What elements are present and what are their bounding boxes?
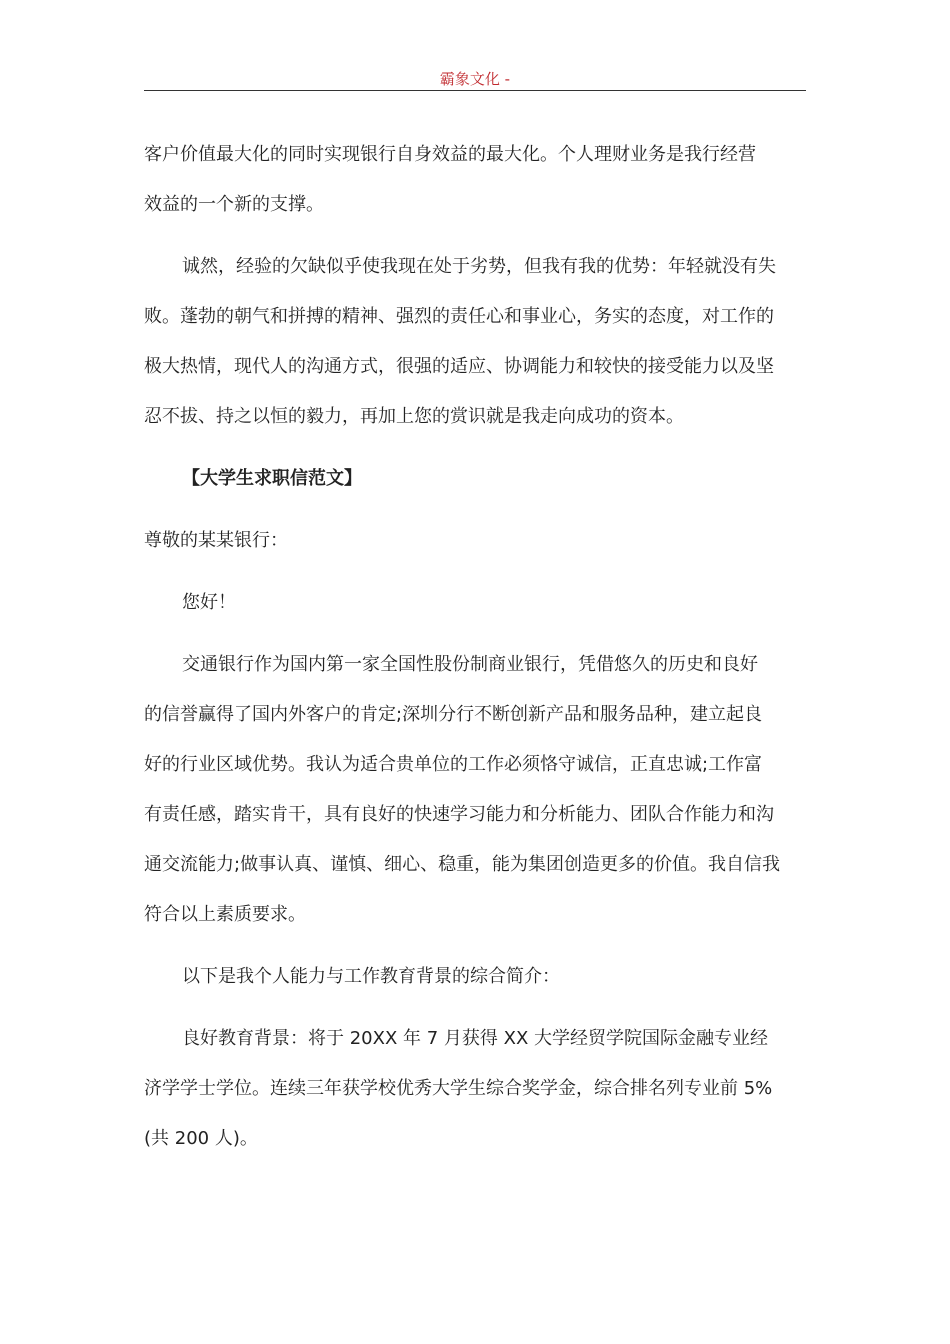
- paragraph-line: 极大热情，现代人的沟通方式，很强的适应、协调能力和较快的接受能力以及坚: [144, 356, 774, 377]
- paragraph-line: 客户价值最大化的同时实现银行自身效益的最大化。个人理财业务是我行经营: [144, 144, 756, 165]
- paragraph-line: 好的行业区域优势。我认为适合贵单位的工作必须恪守诚信，正直忠诚;工作富: [144, 754, 763, 775]
- paragraph: [144, 516, 804, 566]
- paragraph-line: 以下是我个人能力与工作教育背景的综合简介：: [182, 966, 560, 987]
- paragraph: [144, 640, 804, 940]
- document-body: [144, 130, 804, 1176]
- paragraph-line: 有责任感，踏实肯干，具有良好的快速学习能力和分析能力、团队合作能力和沟: [144, 804, 774, 825]
- paragraph-line: 效益的一个新的支撑。: [144, 194, 324, 215]
- paragraph: [144, 578, 804, 628]
- paragraph-line: 诚然，经验的欠缺似乎使我现在处于劣势，但我有我的优势：年轻就没有失: [182, 256, 776, 277]
- paragraph-line: 济学学士学位。连续三年获学校优秀大学生综合奖学金，综合排名列专业前 5%: [144, 1078, 773, 1099]
- paragraph: [144, 952, 804, 1002]
- paragraph-line: 【大学生求职信范文】: [182, 468, 362, 489]
- paragraph-line: 尊敬的某某银行：: [144, 530, 288, 551]
- paragraph-line: 通交流能力;做事认真、谨慎、细心、稳重，能为集团创造更多的价值。我自信我: [144, 854, 781, 875]
- paragraph: [144, 1014, 804, 1164]
- paragraph-line: (共 200 人)。: [144, 1128, 258, 1149]
- paragraph-line: 忍不拔、持之以恒的毅力，再加上您的赏识就是我走向成功的资本。: [144, 406, 684, 427]
- paragraph-line: 您好！: [182, 592, 236, 613]
- section-heading: [144, 454, 804, 504]
- paragraph: [144, 130, 804, 230]
- paragraph-line: 符合以上素质要求。: [144, 904, 306, 925]
- page-header-title: 霸象文化 -: [439, 70, 511, 88]
- paragraph-line: 败。蓬勃的朝气和拼搏的精神、强烈的责任心和事业心，务实的态度，对工作的: [144, 306, 774, 327]
- header-divider: [144, 90, 806, 91]
- paragraph-line: 交通银行作为国内第一家全国性股份制商业银行，凭借悠久的历史和良好: [182, 654, 758, 675]
- paragraph: [144, 242, 804, 442]
- paragraph-line: 良好教育背景：将于 20XX 年 7 月获得 XX 大学经贸学院国际金融专业经: [182, 1028, 769, 1049]
- paragraph-line: 的信誉赢得了国内外客户的肯定;深圳分行不断创新产品和服务品种，建立起良: [144, 704, 763, 725]
